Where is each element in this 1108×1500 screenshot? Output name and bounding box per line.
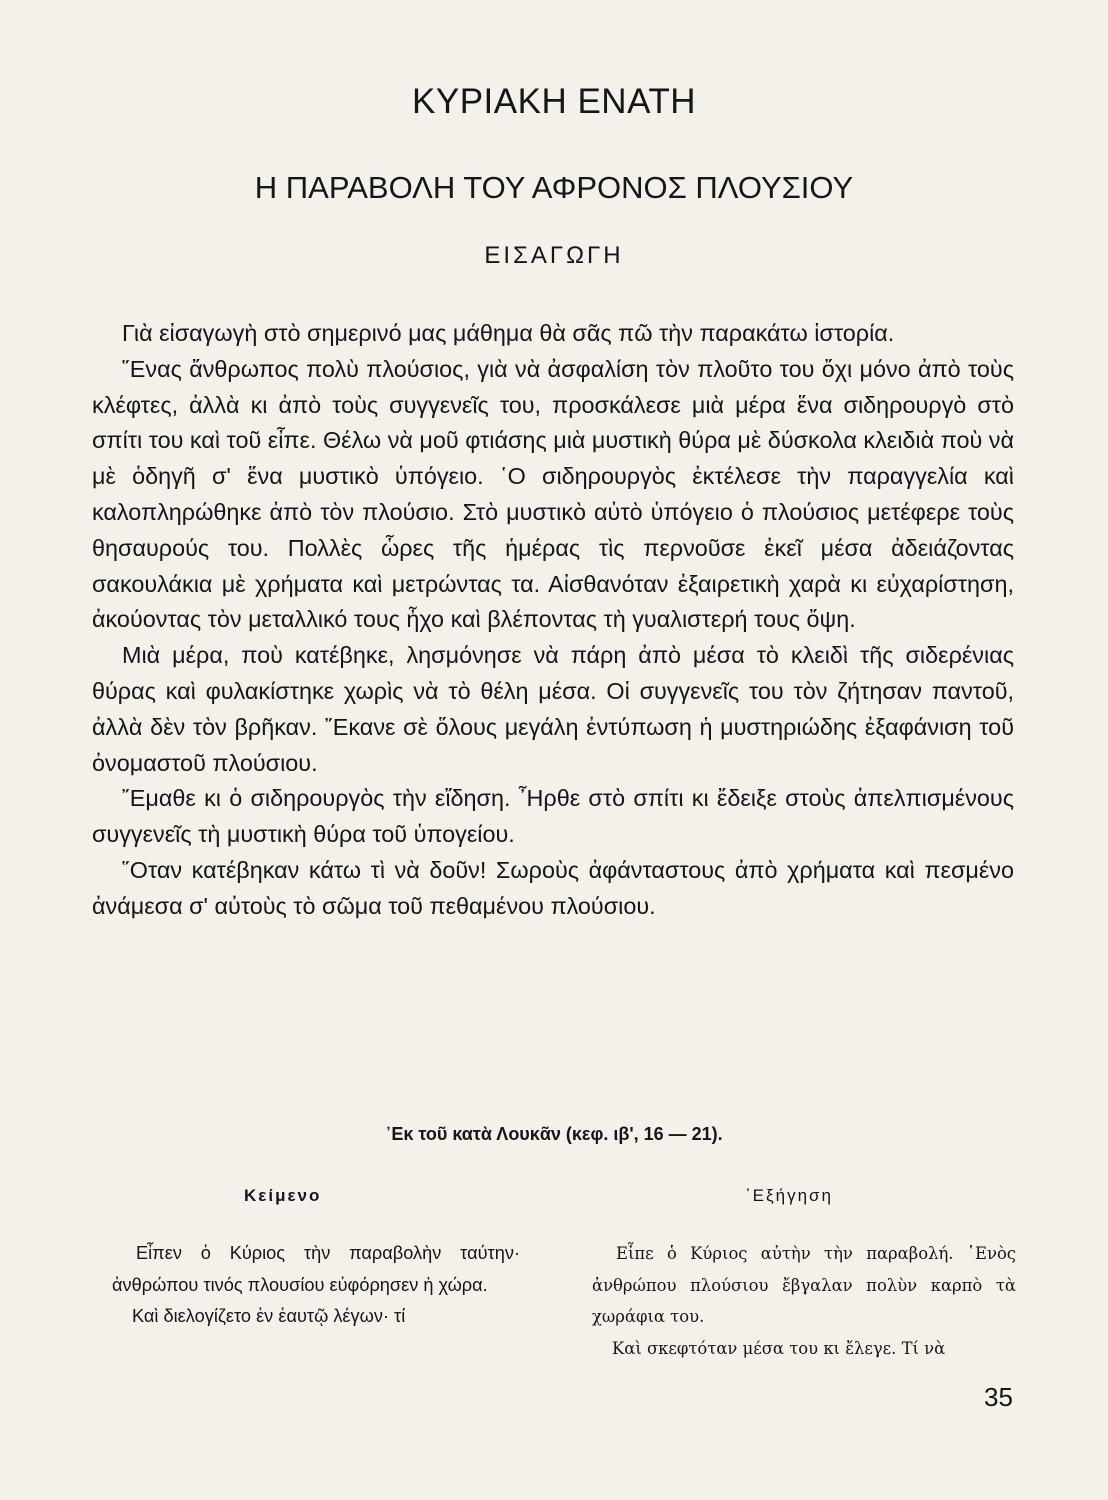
paragraph: Μιὰ μέρα, ποὺ κατέβηκε, λησμόνησε νὰ πάρη ἀπὸ μέσα τὸ κλειδὶ τῆς σιδερένιας θύρας καὶ φυλακίστηκε χωρὶς νὰ τὸ θέλη μέσα. Οἱ συγγενεῖς του τὸν ζήτησαν παντοῦ, ἀλλὰ δὲν τὸν βρῆκαν. ῎Εκανε σὲ ὅλους μεγάλη ἐντύπωση ἡ μυστηριώδης ἐξαφάνιση τοῦ ὀνομαστοῦ πλούσιου.: [92, 642, 1014, 776]
column-paragraph: Εἶπεν ὁ Κύριος τὴν παραβολὴν ταύτην· ἀνθρώπου τινός πλουσίου εὐφόρησεν ἡ χώρα.: [112, 1243, 520, 1295]
paragraph: ῎Εμαθε κι ὁ σιδηρουργὸς τὴν εἴδηση. ῏Ηρθε στὸ σπίτι κι ἔδειξε στοὺς ἀπελπισμένους συγγενεῖς τὴ μυστικὴ θύρα τοῦ ὑπογείου.: [92, 785, 1014, 848]
paragraph: ῞Οταν κατέβηκαν κάτω τὶ νὰ δοῦν! Σωροὺς ἀφάνταστους ἀπὸ χρήματα καὶ πεσμένο ἀνάμεσα σ' αὐτοὺς τὸ σῶμα τοῦ πεθαμένου πλούσιου.: [92, 856, 1014, 919]
explanation-column-heading: ᾿Εξήγηση: [745, 1186, 833, 1205]
text-column-heading: Κείμενο: [244, 1186, 322, 1205]
column-paragraph: Καὶ σκεφτόταν μέσα του κι ἔλεγε. Τί νὰ: [612, 1338, 946, 1358]
scripture-source: ᾿Εκ τοῦ κατὰ Λουκᾶν (κεφ. ιβ', 16 — 21).: [385, 1124, 723, 1144]
explanation-column: [592, 1238, 1016, 1364]
introduction-text: [92, 316, 1014, 925]
original-text-column: [112, 1238, 520, 1333]
paragraph: Γιὰ εἰσαγωγὴ στὸ σημερινό μας μάθημα θὰ σᾶς πῶ τὴν παρακάτω ἱστορία.: [122, 320, 895, 346]
page-number: 35: [984, 1382, 1013, 1412]
column-paragraph: Καὶ διελογίζετο ἐν ἑαυτῷ λέγων· τί: [132, 1306, 406, 1326]
paragraph: ῞Ενας ἄνθρωπος πολὺ πλούσιος, γιὰ νὰ ἀσφαλίση τὸν πλοῦτο του ὄχι μόνο ἀπὸ τοὺς κλέφτες, ἀλλὰ κι ἀπὸ τοὺς συγγενεῖς του, προσκάλεσε μιὰ μέρα ἕνα σιδηρουργὸ στὸ σπίτι του καὶ τοῦ εἶπε. Θέλω νὰ μοῦ φτιάσης μιὰ μυστικὴ θύρα μὲ δύσκολα κλειδιὰ ποὺ νὰ μὲ ὁδηγῆ σ' ἕνα μυστικὸ ὑπόγειο. ῾Ο σιδηρουργὸς ἐκτέλεσε τὴν παραγγελία καὶ καλοπληρώθηκε ἀπὸ τὸν πλούσιο. Στὸ μυστικὸ αὐτὸ ὑπόγειο ὁ πλούσιος μετέφερε τοὺς θησαυρούς του. Πολλὲς ὧρες τῆς ἡμέρας τὶς περνοῦσε ἐκεῖ μέσα ἀδειάζοντας σακουλάκια μὲ χρήματα καὶ μετρώντας τα. Αἰσθανόταν ἐξαιρετικὴ χαρὰ κι εὐχαρίστηση, ἀκούοντας τὸν μεταλλικό τους ἦχο καὶ βλέποντας τὴ γυαλιστερή τους ὄψη.: [92, 355, 1014, 633]
page-title: ΚΥΡΙΑΚΗ ΕΝΑΤΗ: [412, 82, 696, 121]
section-heading: ΕΙΣΑΓΩΓΗ: [484, 242, 624, 269]
column-paragraph: Εἶπε ὁ Κύριος αὐτὴν τὴν παραβολή. ῾Ενὸς ἀνθρώπου πλούσιου ἔβγαλαν πολὺν καρπὸ τὰ χωράφια του.: [592, 1244, 1016, 1326]
page-subtitle: Η ΠΑΡΑΒΟΛΗ ΤΟΥ ΑΦΡΟΝΟΣ ΠΛΟΥΣΙΟΥ: [254, 170, 854, 205]
